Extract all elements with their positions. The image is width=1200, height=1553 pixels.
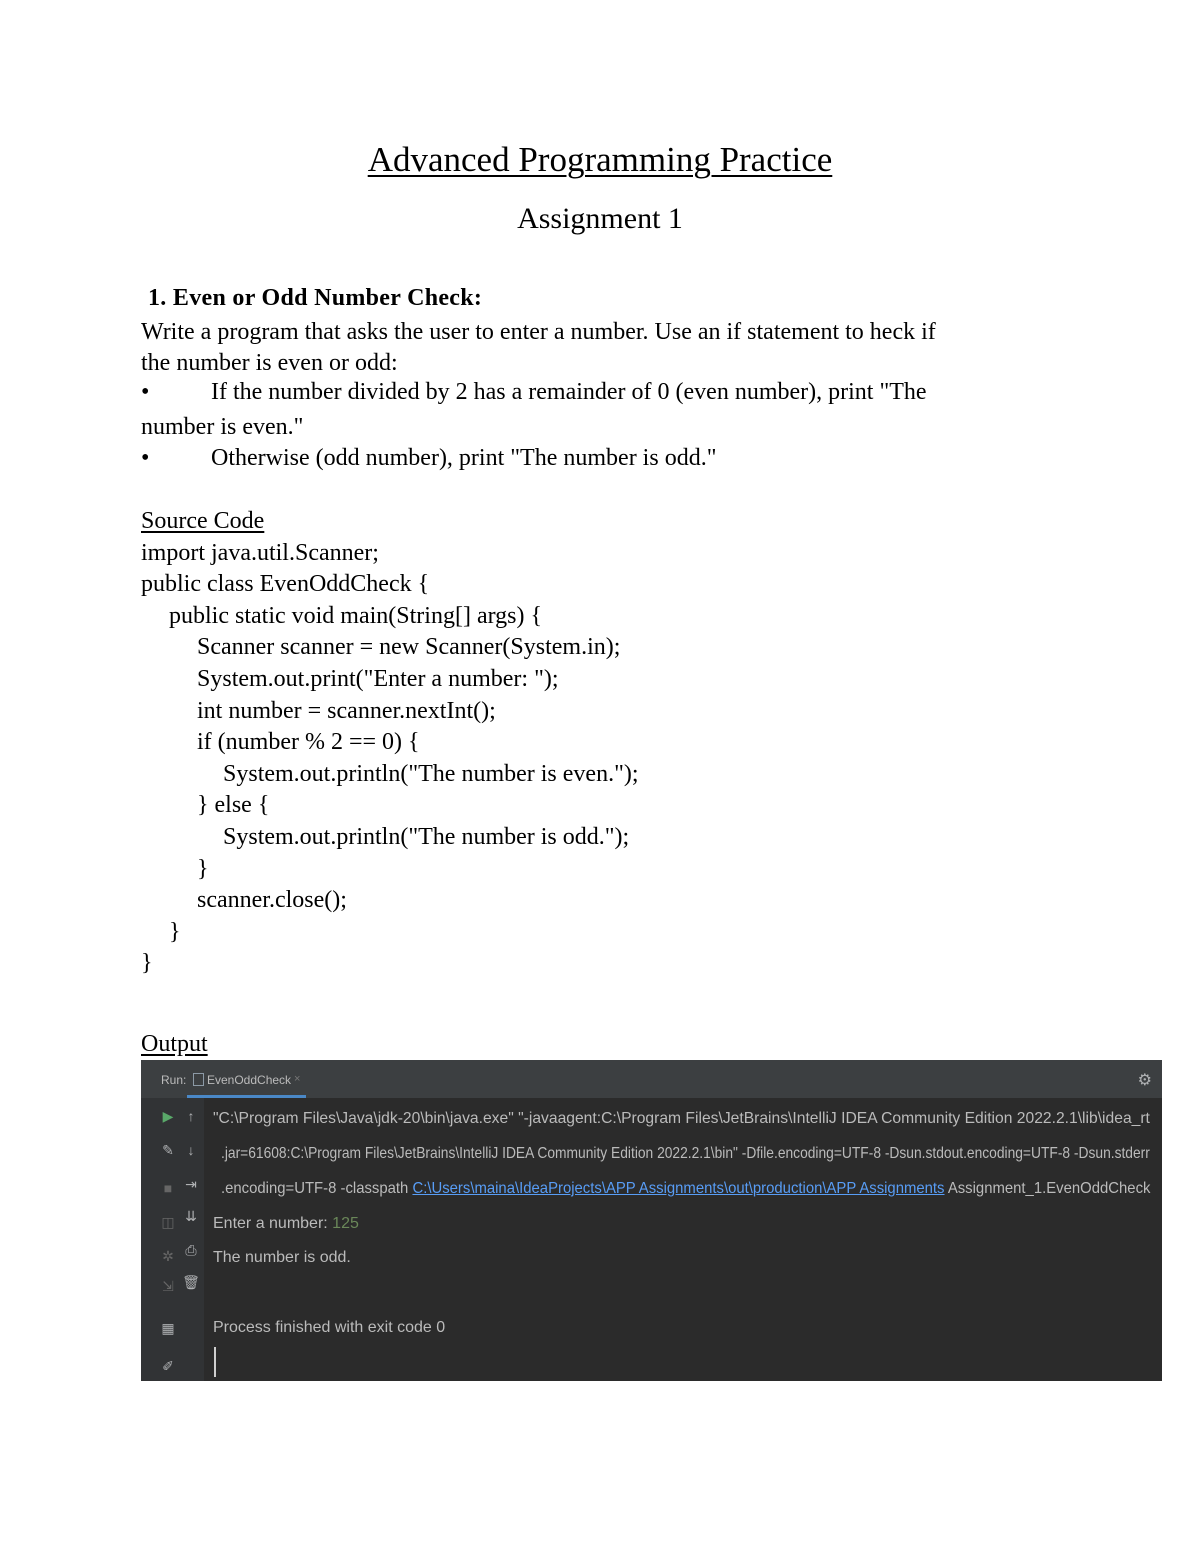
code-line: System.out.println("The number is even."); bbox=[223, 761, 639, 787]
console-text: .encoding=UTF-8 -classpath bbox=[221, 1180, 413, 1197]
exit-icon[interactable]: ⇲ bbox=[162, 1278, 174, 1294]
soft-wrap-icon[interactable]: ⇥ bbox=[185, 1176, 197, 1192]
console-line: .jar=61608:C:\Program Files\JetBrains\IntelliJ IDEA Community Edition 2022.2.1\bin" -Dfile.encoding=UTF-8 -Dsun.stdout.encoding=UTF-8 -Dsun.stderr bbox=[221, 1145, 1150, 1162]
question-body-line-1: Write a program that asks the user to enter a number. Use an if statement to heck if bbox=[141, 319, 936, 345]
console-prompt-line bbox=[213, 1215, 359, 1233]
run-icon[interactable]: ▶ bbox=[162, 1108, 174, 1124]
trash-icon[interactable]: 🗑 bbox=[182, 1274, 200, 1290]
layout-icon[interactable]: ▦ bbox=[161, 1320, 175, 1336]
code-line: } bbox=[141, 950, 153, 976]
console-prompt: Enter a number: bbox=[213, 1215, 333, 1232]
run-toolbar bbox=[141, 1060, 1162, 1098]
wrench-icon[interactable]: ✎ bbox=[162, 1142, 174, 1158]
source-code-label: Source Code bbox=[141, 508, 265, 534]
code-line: scanner.close(); bbox=[197, 887, 347, 913]
bullet-1-line-1: If the number divided by 2 has a remainder of 0 (even number), print "The bbox=[211, 379, 927, 405]
settings-icon[interactable]: ✲ bbox=[162, 1248, 174, 1264]
code-line: public static void main(String[] args) { bbox=[169, 603, 543, 629]
ide-output-screenshot bbox=[141, 1060, 1162, 1381]
code-line: if (number % 2 == 0) { bbox=[197, 729, 420, 755]
code-line: import java.util.Scanner; bbox=[141, 540, 379, 566]
code-line: } bbox=[169, 919, 181, 945]
scroll-to-end-icon[interactable]: ⇊ bbox=[185, 1208, 197, 1224]
question-heading: 1. Even or Odd Number Check: bbox=[148, 285, 483, 311]
tab-label: EvenOddCheck bbox=[207, 1073, 292, 1087]
console-line: "C:\Program Files\Java\jdk-20\bin\java.exe" "-javaagent:C:\Program Files\JetBrains\IntelliJ IDEA Community Edition 2022.2.1\lib\idea_rt bbox=[213, 1110, 1150, 1127]
code-line: public class EvenOddCheck { bbox=[141, 571, 430, 597]
classpath-link[interactable]: C:\Users\maina\IdeaProjects\APP Assignments\out\production\APP Assignments bbox=[412, 1180, 945, 1197]
file-icon bbox=[193, 1073, 204, 1086]
document-subtitle: Assignment 1 bbox=[517, 202, 683, 235]
down-arrow-icon[interactable]: ↓ bbox=[187, 1142, 195, 1158]
gear-icon[interactable]: ⚙ bbox=[1137, 1072, 1152, 1089]
code-line: } bbox=[197, 856, 209, 882]
bullet-marker: • bbox=[141, 445, 150, 471]
run-label: Run: bbox=[161, 1073, 187, 1087]
pin-icon[interactable]: ✐ bbox=[162, 1358, 174, 1374]
close-icon[interactable]: × bbox=[294, 1073, 301, 1085]
code-line: System.out.println("The number is odd."); bbox=[223, 824, 630, 850]
document-title: Advanced Programming Practice bbox=[367, 140, 833, 179]
console-exit-message: Process finished with exit code 0 bbox=[213, 1319, 446, 1336]
print-icon[interactable]: ⎙ bbox=[185, 1242, 197, 1258]
console-line bbox=[221, 1180, 1150, 1198]
console-user-input: 125 bbox=[332, 1215, 359, 1232]
console-text: Assignment_1.EvenOddCheck bbox=[944, 1180, 1151, 1197]
stop-icon[interactable]: ■ bbox=[163, 1180, 173, 1196]
bullet-marker: • bbox=[141, 379, 150, 405]
output-label: Output bbox=[141, 1031, 208, 1057]
tab-evenoddcheck[interactable] bbox=[187, 1060, 306, 1098]
up-arrow-icon[interactable]: ↑ bbox=[187, 1108, 195, 1124]
tool-gutter bbox=[141, 1098, 204, 1381]
bullet-2: Otherwise (odd number), print "The number is odd." bbox=[211, 445, 717, 471]
code-line: Scanner scanner = new Scanner(System.in); bbox=[197, 634, 621, 660]
camera-icon[interactable]: ◫ bbox=[161, 1214, 175, 1230]
bullet-1-line-2: number is even." bbox=[141, 414, 304, 440]
code-line: } else { bbox=[197, 792, 270, 818]
code-line: System.out.print("Enter a number: "); bbox=[197, 666, 559, 692]
question-body-line-2: the number is even or odd: bbox=[141, 350, 398, 376]
console-result: The number is odd. bbox=[213, 1249, 351, 1266]
text-caret bbox=[214, 1347, 216, 1377]
code-line: int number = scanner.nextInt(); bbox=[197, 698, 496, 724]
